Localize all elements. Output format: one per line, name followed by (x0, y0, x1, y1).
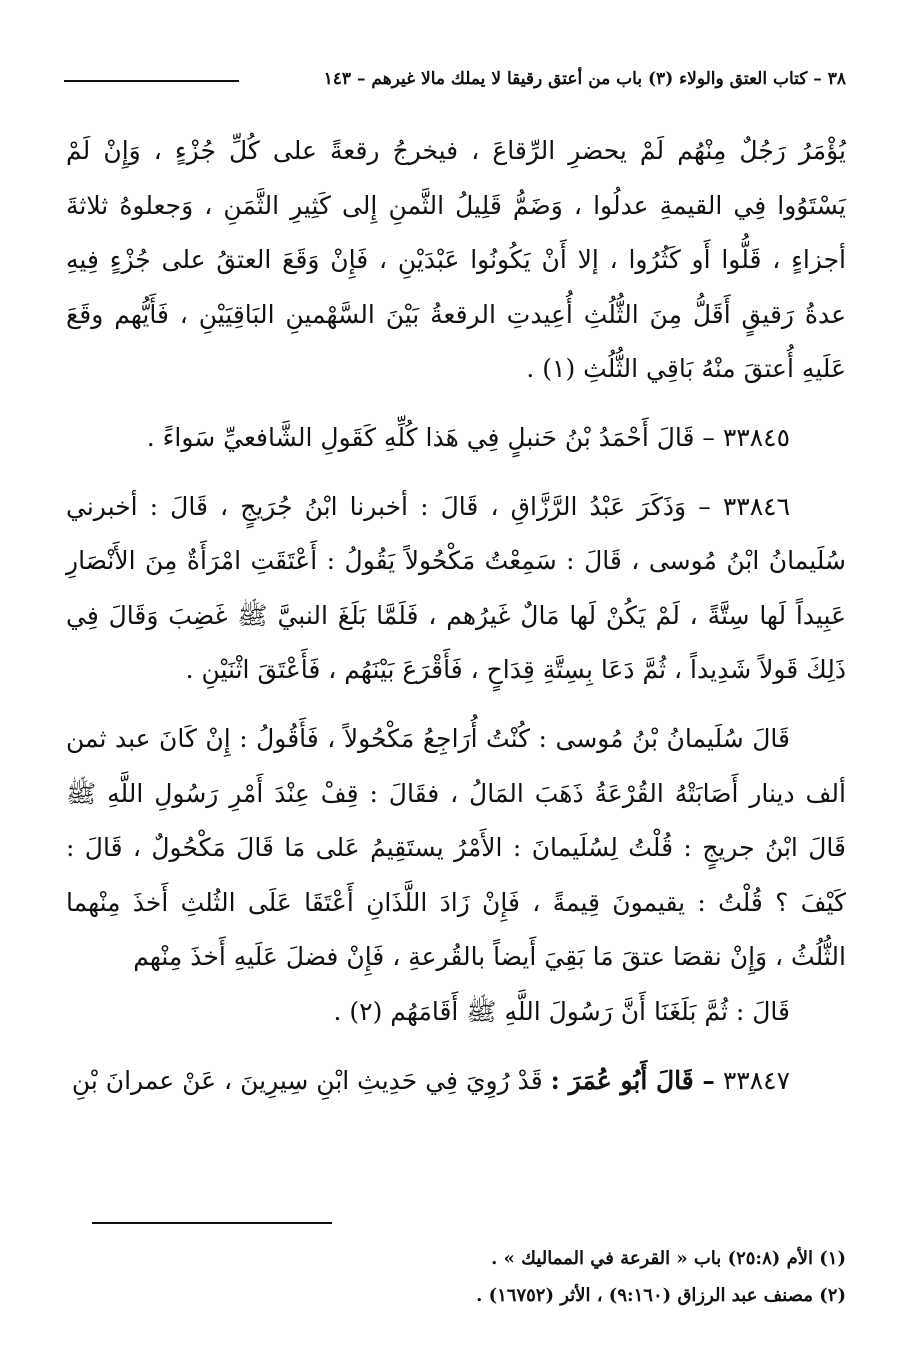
hadith-number: ٣٣٨٤٥ (722, 422, 790, 452)
paragraph-continuation (66, 124, 846, 397)
commentary-paragraph (66, 985, 846, 1040)
hadith-paragraph (66, 411, 846, 466)
footnote (70, 1248, 846, 1269)
footnote-text: مصنف عبد الرزاق (٩:١٦٠) ، الأثر (١٦٧٥٢) . (476, 1285, 813, 1306)
main-text (66, 124, 846, 1108)
speaker-attribution: – قَالَ أَبُو عُمَرَ : (550, 1065, 715, 1095)
footnote-text: (٢٥:٨) باب « القرعة في المماليك » . (491, 1248, 781, 1269)
paragraph-text: – وَذَكَرَ عَبْدُ الرَّزَّاقِ ، قَالَ : أخبرنا ابْنُ جُرَيجٍ ، قَالَ : أخبرني سُلَيمانُ ابْنُ مُوسى ، قَالَ : سَمِعْتُ مَكْحُولاً يَقُولُ : أَعْتَقَتِ امْرَأَةٌ مِنَ الأَنْصَارِ عَبِيداً لَها سِتَّةً ، لَمْ يَكُنْ لَها مَالٌ غَيرُهم ، فَلَمَّا بَلَغَ النبيَّ ﷺ غَضِبَ وَقَالَ فِي ذَلِكَ قَولاً شَدِيداً ، ثُمَّ دَعَا بِسِتَّةِ قِدَاحٍ ، فَأَقْرَعَ بَيْنَهُم ، فَأَعْتَقَ اثْنَيْنِ . (66, 491, 846, 685)
paragraph-text: قَدْ رُوِيَ فِي حَدِيثِ ابْنِ سِيرِينَ ، عَنْ عمرانَ بْنِ (71, 1065, 543, 1095)
footnote-marker: (٢) (819, 1285, 846, 1306)
footnotes (70, 1248, 846, 1322)
footnote-source: الأم (786, 1248, 813, 1269)
footnote (70, 1285, 846, 1306)
running-header (64, 64, 846, 94)
running-title: ٣٨ – كتاب العتق والولاء (٣) باب من أعتق رقيقا لا يملك مالا غيرهم – ١٤٣ (323, 69, 846, 89)
paragraph-text: يُؤْمَرُ رَجُلٌ مِنْهُم لَمْ يحضرِ الرِّقاعَ ، فيخرجُ رقعةً على كُلِّ جُزْءٍ ، وَإِنْ لَمْ يَسْتَوُوا فِي القيمةِ عدلُوا ، وَضَمُّ قَلِيلُ الثَّمنِ إِلى كَثِيرِ الثَّمَنِ ، وَجعلوهُ ثلاثةَ أجزاءٍ ، قَلُّوا أَو كَثُرُوا ، إلا أَنْ يَكُونُوا عَبْدَيْنِ ، فَإِنْ وَقَعَ العتقُ على جُزْءٍ فِيهِ عدةُ رَقيقٍ أَقَلُّ مِنَ الثُّلُثِ أُعِيدتِ الرقعةُ بَيْنَ السَّهْمينِ البَاقِيَيْنِ ، فَأَيُّهم وقَعَ عَلَيهِ أُعتقَ منْهُ بَاقِي الثُّلُثِ (١) . (66, 136, 846, 384)
hadith-paragraph (66, 480, 846, 698)
footnote-marker: (١) (819, 1248, 846, 1269)
commentary-paragraph (66, 712, 846, 985)
footnote-rule (92, 1222, 332, 1224)
paragraph-text: قَالَ سُلَيمانُ بْنُ مُوسى : كُنْتُ أُرَاجِعُ مَكْحُولاً ، فَأَقُولُ : إِنْ كَانَ عبد ثمن ألف دينار أَصَابَتْهُ القُرْعَةُ ذَهَبَ المَالُ ، فقَالَ : قِفْ عِنْدَ أَمْرِ رَسُولِ اللَّهِ ﷺ قَالَ ابْنُ جريجٍ : قُلْتُ لِسُلَيمانَ : الأَمْرُ يستَقِيمُ عَلى مَا قَالَ مَكْحُولٌ ، قَالَ : كَيْفَ ؟ قُلْتُ : يقيمونَ قِيمةً ، فَإِنْ زَادَ اللَّذَانِ أَعْتَقَا عَلَى الثُلثِ أَخذَ مِنْهما الثُّلُثُ ، وَإِنْ نقصَا عتقَ مَا بَقِيَ أَيضاً بالقُرعةِ ، فَإِنْ فضلَ عَلَيهِ أَخذَ مِنْهم (66, 723, 846, 972)
hadith-number: ٣٣٨٤٧ (722, 1065, 790, 1095)
paragraph-text: قَالَ : ثُمَّ بَلَغَنَا أَنَّ رَسُولَ اللَّهِ ﷺ أَقَامَهُم (٢) . (333, 996, 790, 1026)
paragraph-text: – قَالَ أَحْمَدُ بْنُ حَنبلٍ فِي هَذا كُلِّهِ كَقَولِ الشَّافعيِّ سَواءً . (146, 422, 715, 452)
hadith-number: ٣٣٨٤٦ (722, 491, 790, 521)
hadith-paragraph (66, 1054, 846, 1109)
header-rule (64, 80, 239, 82)
